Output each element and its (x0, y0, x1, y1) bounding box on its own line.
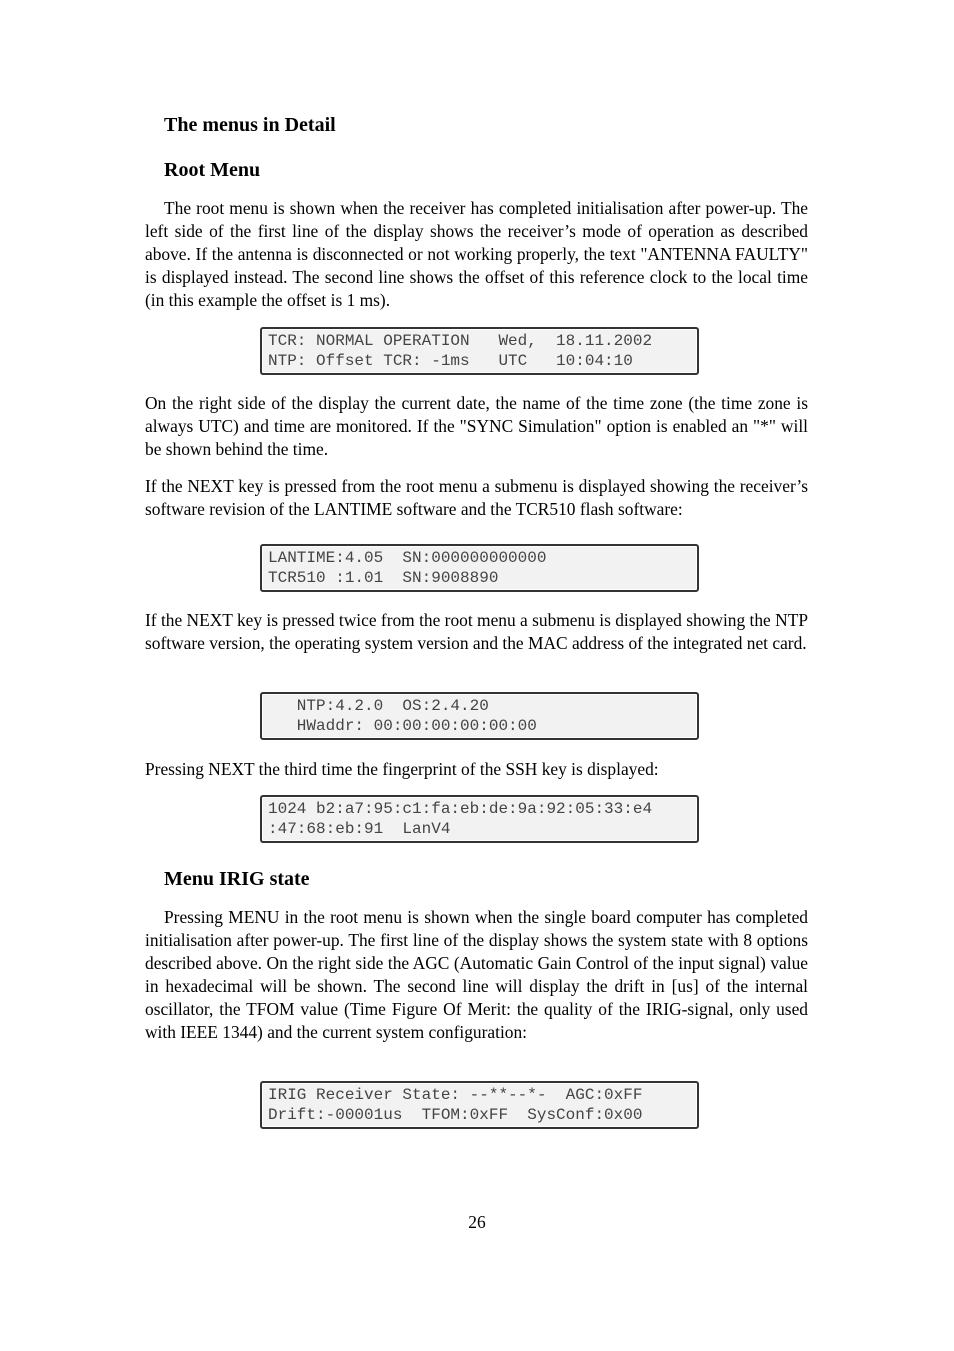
lcd-display-ntp-os (260, 692, 699, 740)
paragraph-right-side: On the right side of the display the current date, the name of the time zone (the time zone is always UTC) and time are monitored. If the "SYNC Simulation" option is enabled an "*" will be shown behind the time. (145, 393, 808, 459)
lcd-display-ssh (260, 795, 699, 843)
lcd-display-irig (260, 1081, 699, 1129)
lcd-line-2: NTP: Offset TCR: -1ms UTC 10:04:10 (268, 352, 633, 370)
lcd-line-2: HWaddr: 00:00:00:00:00:00 (268, 717, 537, 735)
paragraph-next-third: Pressing NEXT the third time the fingerprint of the SSH key is displayed: (145, 759, 659, 779)
heading-irig-state: Menu IRIG state (164, 868, 310, 890)
lcd-line-1: TCR: NORMAL OPERATION Wed, 18.11.2002 (268, 332, 653, 350)
paragraph-next-twice: If the NEXT key is pressed twice from the root menu a submenu is displayed showing the NTP software version, the operating system version and the MAC address of the integrated net card. (145, 610, 808, 653)
lcd-line-2: Drift:-00001us TFOM:0xFF SysConf:0x00 (268, 1106, 643, 1124)
lcd-line-2: :47:68:eb:91 LanV4 (268, 820, 451, 838)
paragraph-irig-intro (145, 906, 808, 1044)
paragraph-root-intro-text: The root menu is shown when the receiver has completed initialisation after power-up. The left side of the first line of the display shows the receiver’s mode of operation as described above. If the antenna is disconnected or not working properly, the text "ANTENNA FAULTY" is displayed instead. The second line shows the offset of this reference clock to the local time (in this example the offset is 1 ms). (145, 198, 808, 310)
paragraph-irig-intro-text: Pressing MENU in the root menu is shown when the single board computer has completed initialisation after power-up. The first line of the display shows the system state with 8 options described above. On the right side the AGC (Automatic Gain Control of the input signal) value in hexadecimal will be shown. The second line will display the drift in [us] of the internal oscillator, the TFOM value (Time Figure Of Merit: the quality of the IRIG-signal, only used with IEEE 1344) and the current system configuration: (145, 907, 808, 1042)
lcd-line-1: LANTIME:4.05 SN:000000000000 (268, 549, 547, 567)
lcd-line-1: 1024 b2:a7:95:c1:fa:eb:de:9a:92:05:33:e4 (268, 800, 653, 818)
lcd-display-root (260, 327, 699, 375)
lcd-line-1: IRIG Receiver State: --**--*- AGC:0xFF (268, 1086, 643, 1104)
lcd-line-2: TCR510 :1.01 SN:9008890 (268, 569, 499, 587)
page-number: 26 (468, 1212, 486, 1232)
section-title-menus-detail: The menus in Detail (164, 114, 336, 136)
paragraph-root-intro (145, 197, 808, 312)
paragraph-next-once: If the NEXT key is pressed from the root menu a submenu is displayed showing the receiver’s software revision of the LANTIME software and the TCR510 flash software: (145, 476, 808, 519)
lcd-line-1: NTP:4.2.0 OS:2.4.20 (268, 697, 489, 715)
heading-root-menu: Root Menu (164, 159, 261, 181)
lcd-display-versions (260, 544, 699, 592)
